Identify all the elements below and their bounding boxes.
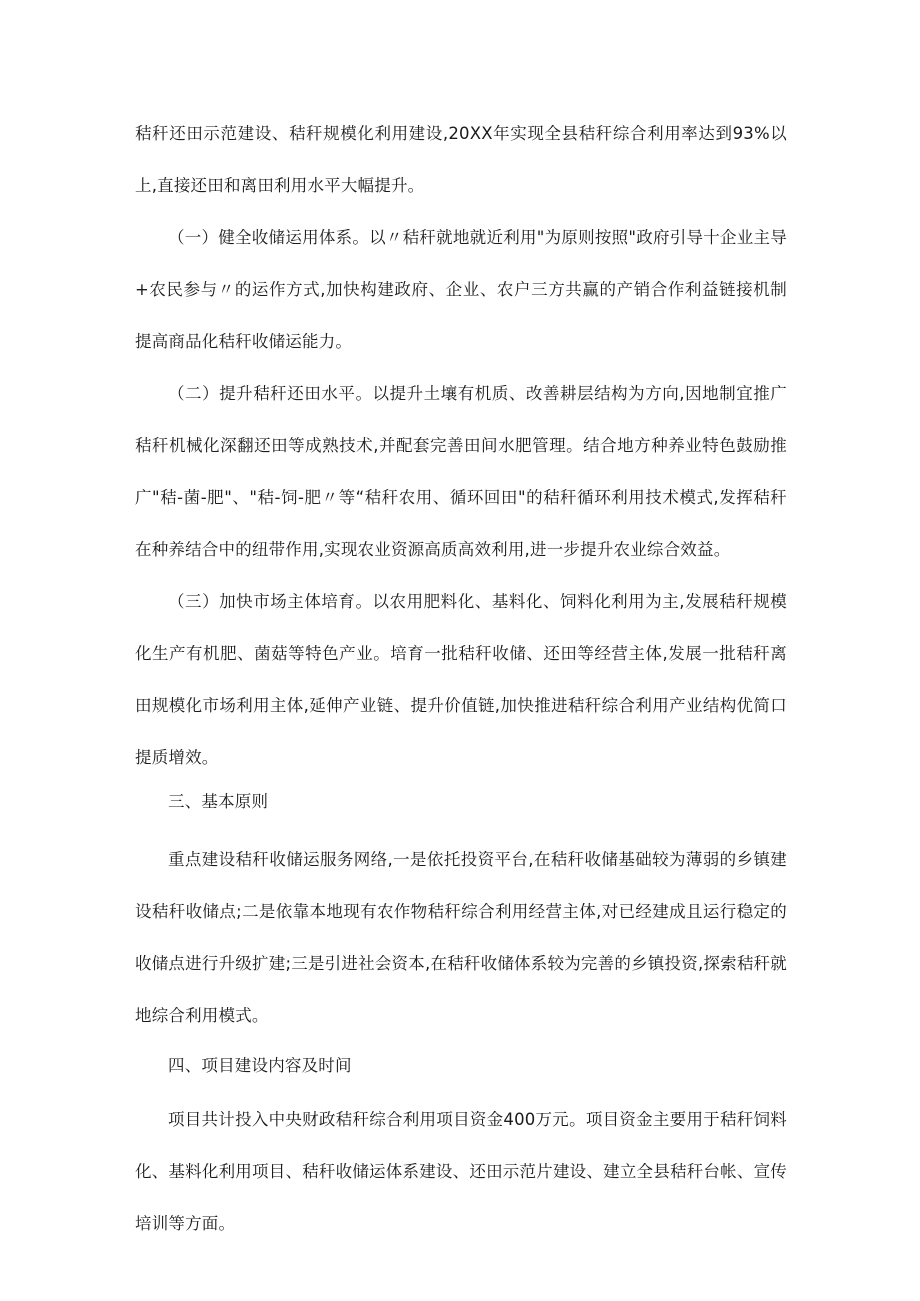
heading-project-content: 四、项目建设内容及时间 bbox=[168, 1056, 352, 1075]
paragraph-project-content: 项目共计投入中央财政秸秆综合利用项目资金400万元。项目资金主要用于秸秆饲料化、基料化利用项目、秸秆收储运体系建设、还田示范片建设、建立全县秸秆台帐、宣传培训等方面。 bbox=[135, 1110, 787, 1233]
paragraph-section-3: （三）加快市场主体培育。以农用肥料化、基料化、饲料化利用为主,发展秸秆规模化生产有机肥、菌菇等特色产业。培育一批秸秆收储、还田等经营主体,发展一批秸秆离田规模化市场利用主体,延伸产业链、提升价值链,加快推进秸秆综合利用产业结构优简口提质增效。 bbox=[135, 592, 787, 767]
paragraph-section-1: （一）健全收储运用体系。以〃秸秆就地就近利用"为原则按照"政府引导十企业主导+农民参与〃的运作方式,加快构建政府、企业、农户三方共赢的产销合作利益链接机制提高商品化秸秆收储运能力。 bbox=[135, 228, 787, 351]
heading-basic-principles: 三、基本原则 bbox=[168, 792, 269, 811]
paragraph-section-2: （二）提升秸秆还田水平。以提升土壤有机质、改善耕层结构为方向,因地制宜推广秸秆机械化深翻还田等成熟技术,并配套完善田间水肥管理。结合地方种养业特色鼓励推广"秸-菌-肥"、"秸-饲-肥〃等“秸秆农用、循环回田"的秸秆循环利用技术模式,发挥秸秆在种养结合中的纽带作用,实现农业资源高质高效利用,进一步提升农业综合效益。 bbox=[135, 384, 787, 559]
paragraph-principles: 重点建设秸秆收储运服务网络,一是依托投资平台,在秸秆收储基础较为薄弱的乡镇建设秸秆收储点;二是依靠本地现有农作物秸秆综合利用经营主体,对已经建成且运行稳定的收储点进行升级扩建;三是引进社会资本,在秸秆收储体系较为完善的乡镇投资,探索秸秆就地综合利用模式。 bbox=[135, 850, 787, 1025]
paragraph-continuation: 秸秆还田示范建设、秸秆规模化利用建设,20XX年实现全县秸秆综合利用率达到93%以上,直接还田和离田利用水平大幅提升。 bbox=[135, 124, 787, 195]
